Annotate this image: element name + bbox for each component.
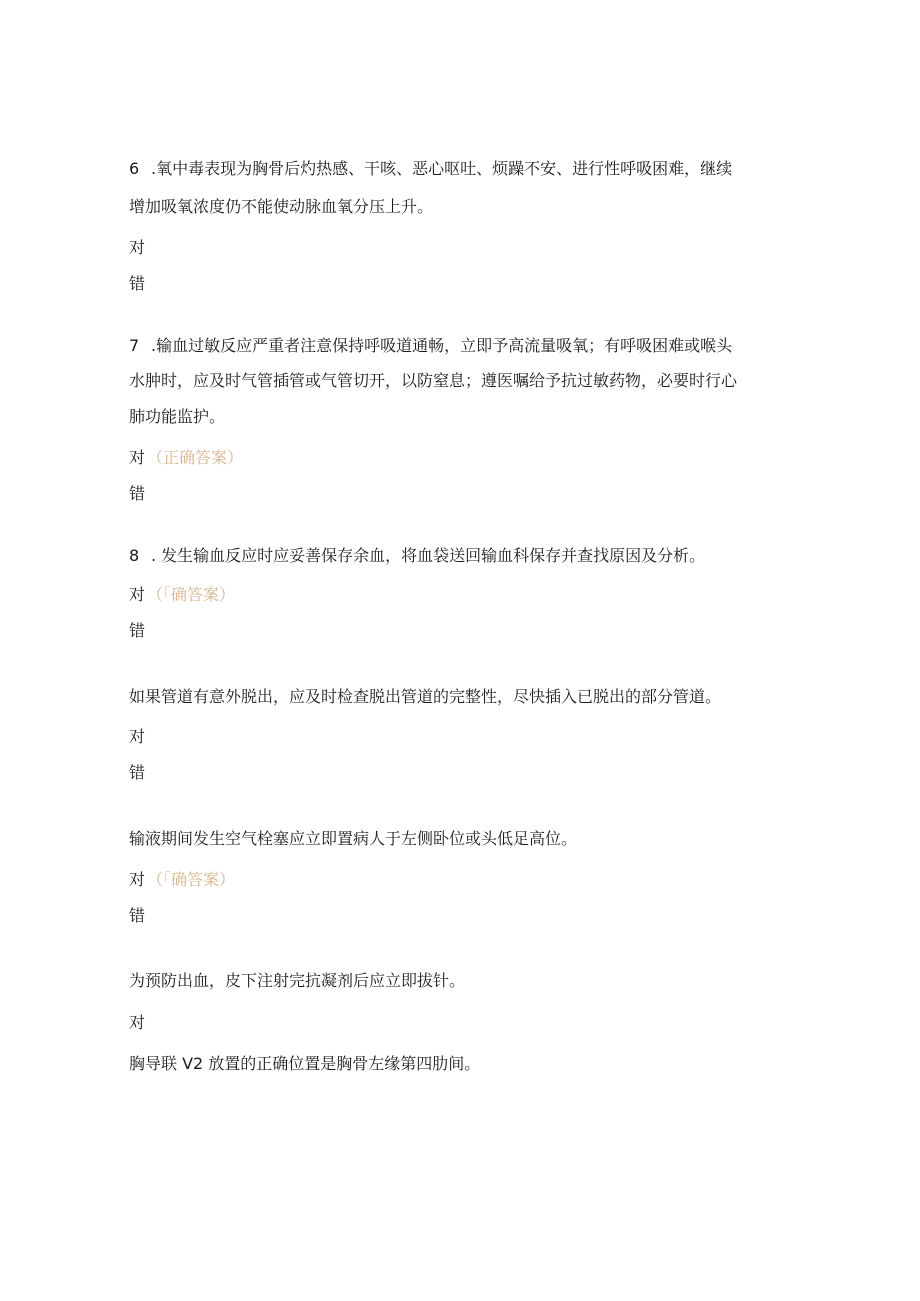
question-9-line-1 [129, 687, 721, 707]
option-label: 错 [129, 763, 146, 782]
question-text: 为预防出血，皮下注射完抗凝剂后应立即拔针。 [129, 971, 466, 990]
question-number: 7 [129, 336, 140, 355]
question-6-line-1 [129, 159, 732, 179]
question-12-line-1 [129, 1054, 480, 1074]
question-6-option-true[interactable] [129, 238, 147, 258]
question-7-line-3: 肺功能监护。 [129, 407, 226, 426]
question-8-option-false[interactable] [129, 621, 147, 641]
question-11-option-true[interactable] [129, 1013, 147, 1033]
option-label: 对 [129, 870, 146, 889]
question-10-option-true[interactable] [129, 870, 235, 890]
option-label: 对 [129, 727, 146, 746]
question-number: 6 [129, 159, 140, 178]
question-text: .输血过敏反应严重者注意保持呼吸道通畅，立即予高流量吸氧；有呼吸困难或喉头 [151, 336, 733, 355]
option-label: 错 [129, 621, 146, 640]
question-6-option-false[interactable] [129, 274, 147, 294]
question-9-option-false[interactable] [129, 763, 147, 783]
question-8-option-true[interactable] [129, 585, 235, 605]
question-7-option-false[interactable] [129, 484, 147, 504]
question-9-option-true[interactable] [129, 727, 147, 747]
question-text: 输液期间发生空气栓塞应立即置病人于左侧卧位或头低足高位。 [129, 829, 578, 848]
question-number: 8 [129, 546, 140, 565]
option-label: 对 [129, 448, 146, 467]
option-label: 错 [129, 274, 146, 293]
question-text: . 发生输血反应时应妥善保存余血，将血袋送回输血科保存并查找原因及分析。 [151, 546, 706, 565]
option-label: 对 [129, 1013, 146, 1032]
correct-answer-mark: （「确答案） [147, 870, 236, 889]
question-7-line-2: 水肿时，应及时气管插管或气管切开，以防窒息；遵医嘱给予抗过敏药物，必要时行心 [129, 371, 738, 390]
question-11-line-1 [129, 971, 465, 991]
question-text: 胸导联 V2 放置的正确位置是胸骨左缘第四肋间。 [129, 1054, 481, 1073]
option-label: 错 [129, 484, 146, 503]
correct-answer-mark: （正确答案） [147, 448, 244, 467]
option-label: 对 [129, 238, 146, 257]
question-7-option-true[interactable] [129, 448, 243, 468]
option-label: 错 [129, 906, 146, 925]
question-10-option-false[interactable] [129, 906, 147, 926]
question-text: 如果管道有意外脱出，应及时检查脱出管道的完整性，尽快插入已脱出的部分管道。 [129, 687, 722, 706]
question-7-line-1 [129, 336, 732, 356]
option-label: 对 [129, 585, 146, 604]
question-8-line-1 [129, 546, 705, 566]
correct-answer-mark: （「确答案） [147, 585, 236, 604]
question-text: .氧中毒表现为胸骨后灼热感、干咳、恶心呕吐、烦躁不安、进行性呼吸困难，继续 [151, 159, 733, 178]
question-6-line-2: 增加吸氧浓度仍不能使动脉血氧分压上升。 [129, 197, 434, 216]
question-10-line-1 [129, 829, 577, 849]
